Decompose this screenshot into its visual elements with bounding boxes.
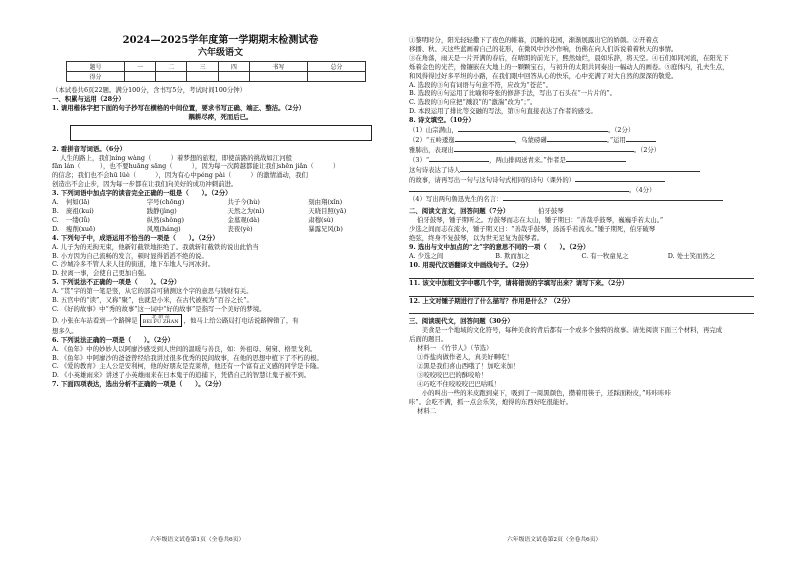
question-1: 1. 请用楷体字把下面的句子抄写在横格的中间位置，要求书写正确、端正、整洁。（2分） bbox=[52, 103, 305, 112]
road-sign-image: 北 街 站 BEI FU ZHAN bbox=[140, 314, 182, 327]
q6-option: D. 《小英雄雨来》讲述了小英雄雨来在日本鬼子的追捕下，凭借自己的智慧让鬼子被不到。 bbox=[52, 371, 311, 380]
classical-text-line: 少选之间而志在流水，锺子期又曰：“善哉乎鼓琴，汤汤乎若流水。”锺子期死，伯牙破琴 bbox=[409, 225, 656, 234]
exam-title: 2024—2025学年度第一学期期末检测试卷 bbox=[122, 35, 319, 46]
score-row-label: 得分 bbox=[67, 72, 125, 82]
section-heading: 三、阅读现代文，回答问题（30分） bbox=[409, 317, 514, 326]
handwriting-box[interactable] bbox=[70, 125, 372, 141]
poem-blank-line: （2）“五岭逶迤 ，乌蒙磅礴 。”运用 bbox=[409, 135, 754, 145]
score-header: 一 bbox=[124, 62, 155, 72]
page-footer: 六年级语文试卷第1页（全卷共6页） bbox=[150, 537, 245, 543]
q6-option: C. 《爱的教育》主人公是安利柯，他的好朋友是克莱蒂，他还有一个富有正义感的同学是卡隆。 bbox=[52, 362, 323, 371]
q3-option: D. 瘦削(xuē) 风凰(háng) 丧夜(yè) 暴露兄风(b) bbox=[52, 224, 343, 233]
material-line: ①炸盐肉做作老人，真美好啊吃！ bbox=[417, 353, 513, 362]
copy-text: 耦耕尽瘁，死而后已。 bbox=[188, 112, 253, 121]
q2-line: 人生的路上，我们níng wàng（ ）着梦想的旅程，即使前路的挑战如江河般 bbox=[60, 153, 292, 162]
q4-option: B. 小方因为自己流畅的发言，顿时显得滔滔不绝的说。 bbox=[52, 251, 208, 260]
question-4: 4. 下列句子中，成语运用不恰当的一项是（ ）。（2分） bbox=[52, 233, 219, 242]
score-header: 书写 bbox=[249, 62, 307, 72]
exam-note: （本试卷共6页22题。满分100分，含书写5分，考试时间100分钟） bbox=[52, 86, 247, 94]
poem-blank-line: 雅肺出，表现出 。（2分） bbox=[409, 145, 661, 154]
question-3: 3. 下列词语中加点字的读音完全正确的一组是（ ）。（2分） bbox=[52, 189, 232, 198]
question-7: 7. 下面四项表达，选出分析不正确的一项是（ ）。（2分） bbox=[52, 380, 226, 389]
classical-text-line: 绝弦，终身不复鼓琴，以为世无足复为鼓琴者。 bbox=[409, 234, 544, 243]
passage-line: 移播、秋、天这些蓝画着自己的花形，在微风中沙沙作响，仿佛在向人们诉说着着秋天的事情。 bbox=[409, 44, 678, 53]
exam-subject: 六年级语文 bbox=[197, 48, 243, 58]
score-header: 三 bbox=[187, 62, 218, 72]
question-2: 2. 看拼音写词语。（6分） bbox=[52, 144, 127, 153]
q4-option: D. 拉离一事，会使自己更加自强。 bbox=[52, 269, 151, 278]
score-header: 总分 bbox=[307, 62, 365, 72]
classical-text-line: 伯牙鼓琴，锺子期听之。方鼓琴而志在太山，锺子期曰：“善哉乎鼓琴，巍巍乎若太山。” bbox=[417, 216, 664, 225]
question-10: 10. 用现代汉语翻译文中画线句子。（2分） bbox=[409, 260, 533, 269]
q2-line: fān lán（ ），也不要huāng sāng（ ），因为每一次跨越都能让我们shēn jiǎn（ ） bbox=[52, 162, 340, 171]
reading-intro-line: 后面的题目。 bbox=[409, 335, 448, 344]
passage-line: ①黎明时分，阳光轻轻撒下了夜色的帷幕，沉睡的花园，渐渐展露出它的娇颜。②开着点 bbox=[409, 36, 659, 44]
q9-options: A. 少选之间 B. 欺而加之 C. 有一牧童见之 D. 处士笑而然之 bbox=[409, 251, 716, 260]
answer-line[interactable] bbox=[409, 288, 754, 297]
question-5: 5. 下列说法不正确的一项是（ ）。（2分） bbox=[52, 278, 181, 287]
q4-option: C. 沙城冷多不管人来人往的街道，地下车地人与河冰封。 bbox=[52, 260, 215, 269]
material-line: 小的叫出一些的米皮跑到桌下，吸到了一周黑颜色，攒着用筷子，还踩面粉皮，”咔咔咔咔 bbox=[409, 388, 672, 397]
passage-line: 和风得得过好多平坦的小路，在我们眼中回答从心的快乐，心中充满了对大自然的深深的敬爱。 bbox=[409, 71, 678, 80]
question-12: 12. 上文对锺子期进行了什么描写？作用是什么？（2分） bbox=[409, 296, 574, 305]
material-title: 材料二 bbox=[417, 406, 437, 415]
q7-option: B. 选段的④句运用了比喻和夸张的修辞手法，写出了石头在“一片片的”。 bbox=[409, 89, 617, 98]
question-11: 11. 该文中加粗文字中哪几个字，请将错误的字填写出来？请写下来。（2分） bbox=[409, 278, 629, 287]
classical-text-title: 伯牙鼓琴 bbox=[538, 207, 564, 216]
q3-option: B. 庞祖(kuí) 践静(jìng) 天然之为(nì) 天晓目照(yā) bbox=[52, 206, 347, 215]
material-line: ②黑是我们喜山西哦了！加吃来加！ bbox=[417, 362, 520, 370]
q5-option: 想多久。 bbox=[52, 326, 78, 335]
question-6: 6. 下列说法正确的一项是（ ）。（2分） bbox=[52, 335, 174, 344]
poem-blank-line: （4）写出两句鲁迅先生的名言： bbox=[409, 194, 754, 204]
q3-option: C. 一缕(lǚ) 纵然(shǒng) 金墓观(dà) 肃穆(sù) bbox=[52, 215, 334, 224]
material-line: 咔”。会吃不满，抓一点会乐笑，炮得的东西好吃很能好。 bbox=[409, 397, 573, 406]
q4-option: A. 儿子为的无拘无束，他新钉截铁地拒绝了。我就斩钉截铁的说出此恰当 bbox=[52, 242, 259, 251]
q5-option: B. 五官中的“读”，又称“聚”，也就是小米，在古代被视为“百谷之长”。 bbox=[52, 296, 253, 305]
answer-line[interactable] bbox=[409, 305, 754, 314]
answer-line[interactable] bbox=[409, 270, 754, 279]
score-header: 题号 bbox=[67, 62, 125, 72]
q2-line: 的信念；我们也不会hū lüè（ ），因为有心中péng pài（ ）的激情涌动，我们 bbox=[52, 171, 308, 180]
q5-option: A. “贯”字的第一笔是竖，从它的部首可猜测这个字的意思与钱财有关。 bbox=[52, 287, 253, 296]
q7-option: A. 选段的③句有词语与句意不符，应改为“苍茫”。 bbox=[409, 80, 553, 89]
q6-option: A. 《鱼年》中的妙妙人以阿廖沙感受到人世间的温暖与善良，如：外祖母、舅舅、格里戈利。 bbox=[52, 344, 317, 353]
reading-intro-line: 美食是一个地域的文化符号，每种美食的背后都有一个或多个独特的故事。请先阅读下面三个材料，再完成 bbox=[409, 326, 723, 335]
material-line: ④巧吃不住咬咬咬巴巴咕呱！ bbox=[417, 379, 501, 388]
q6-option: B. 《鱼年》中阿廖沙的爸爸曾经给我讲过很多优秀的民间故事，在他的思想中植下了不朽的根。 bbox=[52, 353, 323, 362]
passage-line: 烁着金色的光芒，像镶嵌在大地上的一颗颗宝石，与初升的太阳共同奏出一幅动人的画卷。⑤庭体内，孔夫生点， bbox=[409, 62, 729, 71]
section-heading: 一、积累与运用（28分） bbox=[52, 94, 125, 103]
q5-option: D. 小张在车站看到一个路牌是 北 街 站 BEI FU ZHAN ，他马上给公路局打电话说路牌错了，有 bbox=[52, 313, 299, 326]
material-line: ③咬咬咬巴巴的酥咬哈！ bbox=[417, 370, 488, 379]
q7-option: D. 本段运用了排比等交融的写法，第⑤句直接表达了作者的感受。 bbox=[409, 107, 597, 116]
page-footer: 六年级语文试卷第2页（全卷共6页） bbox=[507, 537, 602, 543]
poem-blank-line: 的故事，请再写出一句与这句诗句式相同的诗句（课外的） bbox=[409, 175, 754, 185]
score-header: 四 bbox=[218, 62, 249, 72]
poem-blank-line: （1）山宗满山， 。（2分） bbox=[409, 126, 635, 135]
q5-option: C. 《好的故事》中“秀的故事”这一词中“好的故事”是指写一个美好的梦境。 bbox=[52, 304, 266, 313]
section-heading: 二、阅读文言文，回答问题（7分） 伯牙鼓琴 bbox=[409, 207, 564, 216]
q3-option: A. 何如(lā) 字号(chōng) 共子今(hù) 刻由翔(xǐn) bbox=[52, 198, 343, 207]
poem-blank-line: 这句诗表达了诗人 bbox=[409, 165, 754, 175]
score-header: 二 bbox=[156, 62, 187, 72]
poem-blank-line: （3）“ ，两山排闼送青来。”作者是 bbox=[409, 155, 754, 165]
poem-blank-line: 。（4分） bbox=[409, 185, 754, 195]
q2-line: 创造出不会止步，因为每一步都在让我们向美好的成功冲刺前进。 bbox=[52, 180, 238, 189]
score-table bbox=[66, 61, 366, 82]
passage-line: ③在角落，雨天是一片开满的春后，在晴朗的前光下，熙然灿烂，晨如乐辞，将天空。④石们如同河流，在阳光下 bbox=[409, 53, 729, 62]
q7-option: C. 选段的③句应把“溅浪”的“激湍”改为“；”。 bbox=[409, 98, 537, 107]
question-9: 9. 选出与文中加点的“之”字的意思不同的一项（ ）。（2分） bbox=[409, 242, 590, 251]
material-title: 材料一 《竹节人》（节选） bbox=[417, 344, 493, 353]
exam-page-2 bbox=[397, 0, 794, 561]
question-8: 8. 诗文填空。（10分） bbox=[409, 116, 475, 125]
